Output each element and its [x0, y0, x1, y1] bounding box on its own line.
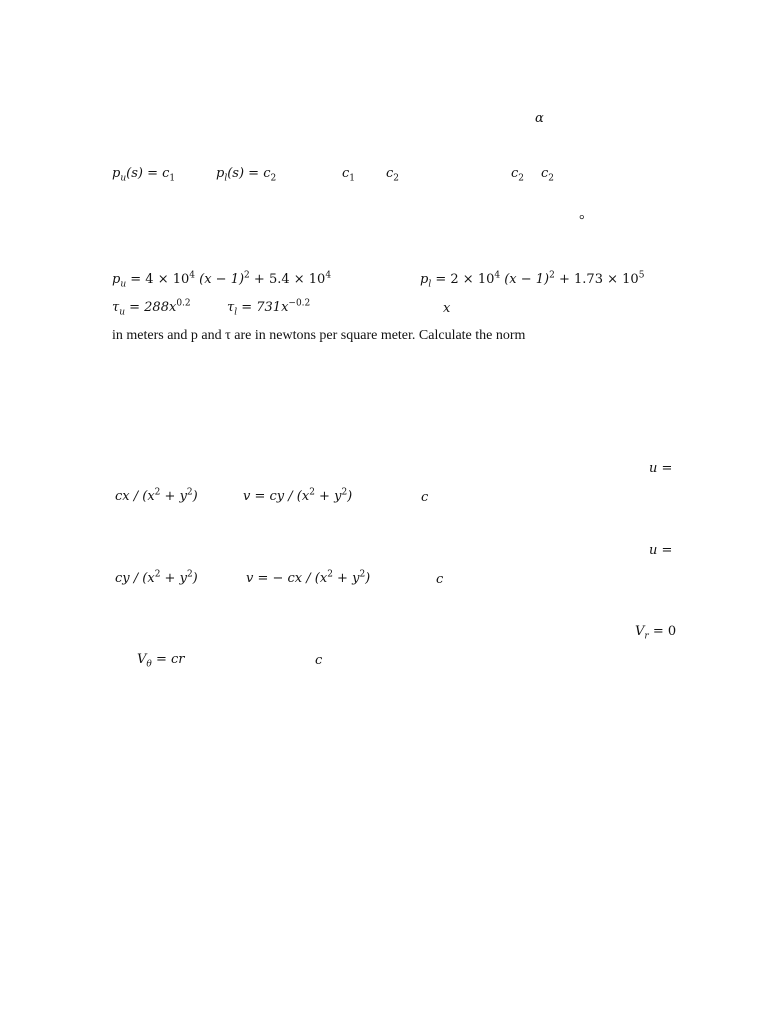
pu-equation: $p_u = 4 \times 10^4$ $(x - 1)^2 + 5.4 \times 10^4$ [112, 270, 332, 290]
c2-symbol: $c_2$ [541, 166, 555, 184]
tau-l-equation: $\tau_l = 731x^{-0.2}$ [227, 298, 311, 318]
body-text-line: in meters and p and τ are in newtons per square meter. Calculate the norm [112, 328, 526, 343]
u-equals: u = [649, 461, 673, 476]
v-equation: v = − cx / $(x^2 + y^2)$ [246, 569, 371, 586]
degree-symbol: ° [579, 213, 585, 228]
tau-u-equation: $\tau_u = 288x^{0.2}$ [112, 298, 191, 318]
u-expression: cx / $(x^2 + y^2)$ [115, 487, 198, 504]
c-constant: c [436, 572, 444, 587]
pl-s-equation: $p_l(s) = c_2$ [216, 166, 277, 184]
c2-symbol: $c_2$ [511, 166, 525, 184]
c-constant: c [315, 653, 323, 668]
v-equation: v = cy / $(x^2 + y^2)$ [243, 487, 353, 504]
pl-equation: $p_l = 2 \times 10^4$ $(x - 1)^2 + 1.73 \times 10^5$ [420, 270, 645, 290]
c1-symbol: $c_1$ [342, 166, 356, 184]
c2-symbol: $c_2$ [386, 166, 400, 184]
pu-s-equation: $p_u(s) = c_1$ [112, 166, 176, 184]
v-theta-equation: $V_\theta$ = cr [137, 652, 185, 670]
u-equals: u = [649, 543, 673, 558]
vr-equation: $V_r = 0$ [635, 624, 677, 642]
u-expression: cy / $(x^2 + y^2)$ [115, 569, 198, 586]
x-variable: x [443, 301, 451, 316]
alpha-symbol: α [535, 111, 544, 126]
c-constant: c [421, 490, 429, 505]
